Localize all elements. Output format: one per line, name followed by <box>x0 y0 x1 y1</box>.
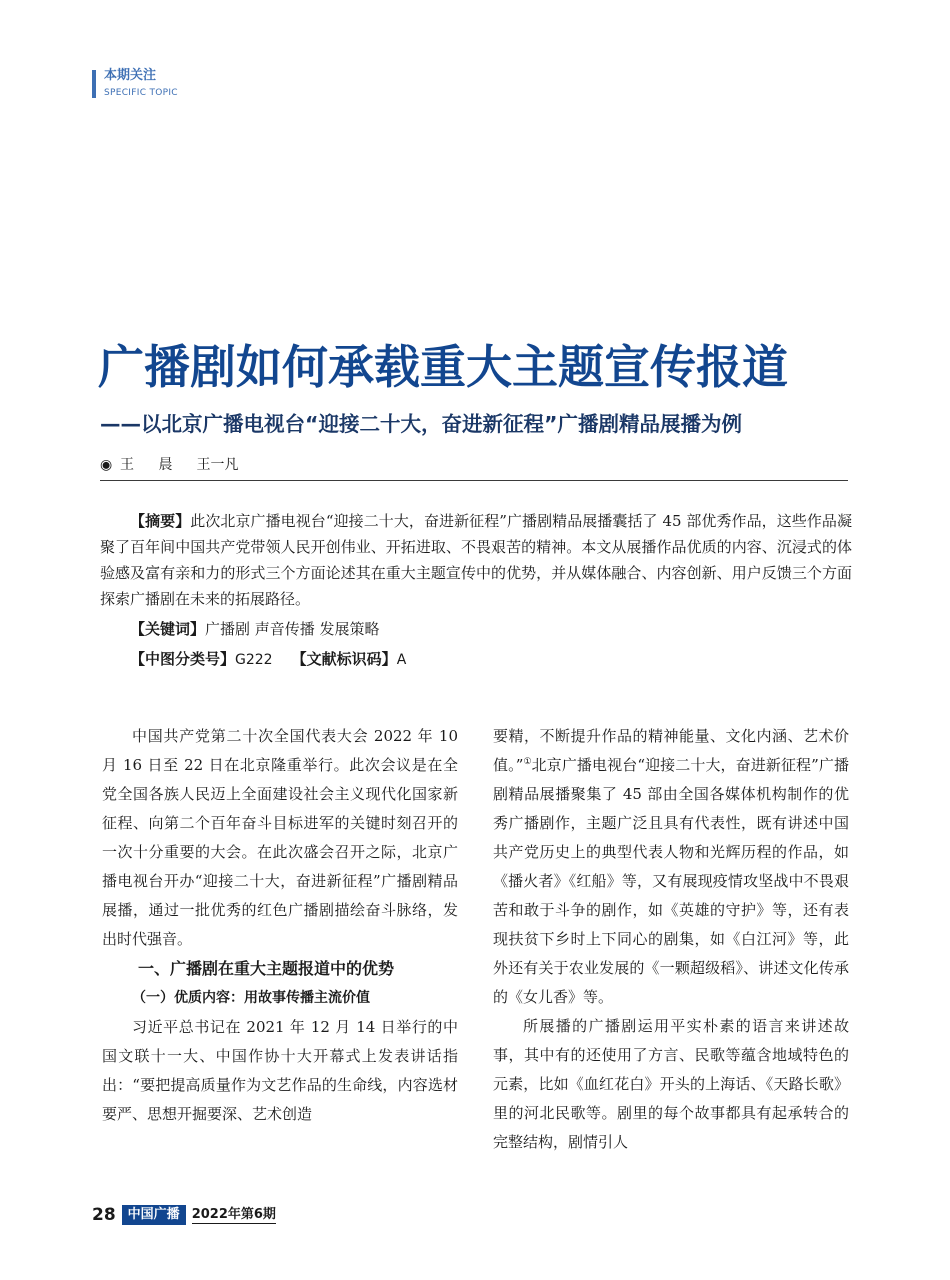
keywords-label: 【关键词】 <box>130 620 206 638</box>
abstract-text: 此次北京广播电视台“迎接二十大，奋进新征程”广播剧精品展播囊括了 45 部优秀作品，这些作品凝聚了百年间中国共产党带领人民开创伟业、开拓进取、不畏艰苦的精神。本文从展播作品优质的内容、沉浸式的体验感及富有亲和力的形式三个方面论述其在重大主题宣传中的优势，并从媒体融合、内容创新、用户反馈三个方面探索广播剧在未来的拓展路径。 <box>100 512 852 608</box>
abstract-block <box>100 508 852 673</box>
clc-value: G222 <box>235 652 273 668</box>
author-line <box>100 454 252 476</box>
abstract-paragraph <box>100 508 852 612</box>
subsection-heading: （一）优质内容：用故事传播主流价值 <box>132 990 370 1006</box>
clc-label: 【中图分类号】 <box>130 650 236 668</box>
body-column-right <box>493 722 849 1157</box>
journal-logo: 中国广播 <box>122 1205 186 1225</box>
author-name: 王一凡 <box>196 457 239 473</box>
body-paragraph <box>493 722 849 1012</box>
page-footer <box>92 1204 276 1226</box>
doc-code-value: A <box>396 652 407 668</box>
author-name: 王 晨 <box>120 457 183 473</box>
body-paragraph: 习近平总书记在 2021 年 12 月 14 日举行的中国文联十一大、中国作协十大开幕式上发表讲话指出：“要把提高质量作为文艺作品的生命线，内容选材要严、思想开掘要深、艺术创造 <box>102 1018 458 1123</box>
page-number: 28 <box>92 1205 116 1225</box>
article-title: 广播剧如何承载重大主题宣传报道 <box>98 340 788 394</box>
article-subtitle: ——以北京广播电视台“迎接二十大，奋进新征程”广播剧精品展播为例 <box>100 412 742 436</box>
section-label: 本期关注 <box>104 68 157 83</box>
section-heading: 一、广播剧在重大主题报道中的优势 <box>138 959 395 978</box>
classification-line <box>100 646 852 673</box>
title-divider <box>100 480 848 481</box>
body-column-left <box>102 722 458 1129</box>
issue-label: 2022年第6期 <box>191 1206 276 1222</box>
body-paragraph: 所展播的广播剧运用平实朴素的语言来讲述故事，其中有的还使用了方言、民歌等蕴含地域特色的元素，比如《血红花白》开头的上海话、《天路长歌》里的河北民歌等。剧里的每个故事都具有起承转合的完整结构，剧情引人 <box>493 1017 849 1151</box>
abstract-label: 【摘要】 <box>130 512 191 530</box>
author-bullet-icon: ◉ <box>100 457 113 473</box>
doc-code-label: 【文献标识码】 <box>291 650 397 668</box>
section-tag-bar <box>92 70 96 98</box>
section-label-en: SPECIFIC TOPIC <box>104 88 178 98</box>
body-text: 北京广播电视台“迎接二十大，奋进新征程”广播剧精品展播聚集了 45 部由全国各媒体机构制作的优秀广播剧作，主题广泛且具有代表性，既有讲述中国共产党历史上的典型代表人物和光辉历程的作品，如《播火者》《红船》等，又有展现疫情攻坚战中不畏艰苦和敢于斗争的剧作，如《英雄的守护》等，还有表现扶贫下乡时上下同心的剧集，如《白江河》等，此外还有关于农业发展的《一颗超级稻》、讲述文化传承的《女儿香》等。 <box>493 756 850 1006</box>
footnote-marker[interactable]: ① <box>523 757 532 767</box>
keywords-text: 广播剧 声音传播 发展策略 <box>205 620 380 638</box>
body-paragraph: 中国共产党第二十次全国代表大会 2022 年 10 月 16 日至 22 日在北京隆重举行。此次会议是在全党全国各族人民迈上全面建设社会主义现代化国家新征程、向第二个百年奋斗目标进军的关键时刻召开的一次十分重要的大会。在此次盛会召开之际，北京广播电视台开办“迎接二十大，奋进新征程”广播剧精品展播，通过一批优秀的红色广播剧描绘奋斗脉络，发出时代强音。 <box>102 727 458 948</box>
body-text: 要精，不断提升作品的精神能量、文化内涵、艺术价值。” <box>493 727 849 774</box>
keywords-line <box>100 616 852 642</box>
